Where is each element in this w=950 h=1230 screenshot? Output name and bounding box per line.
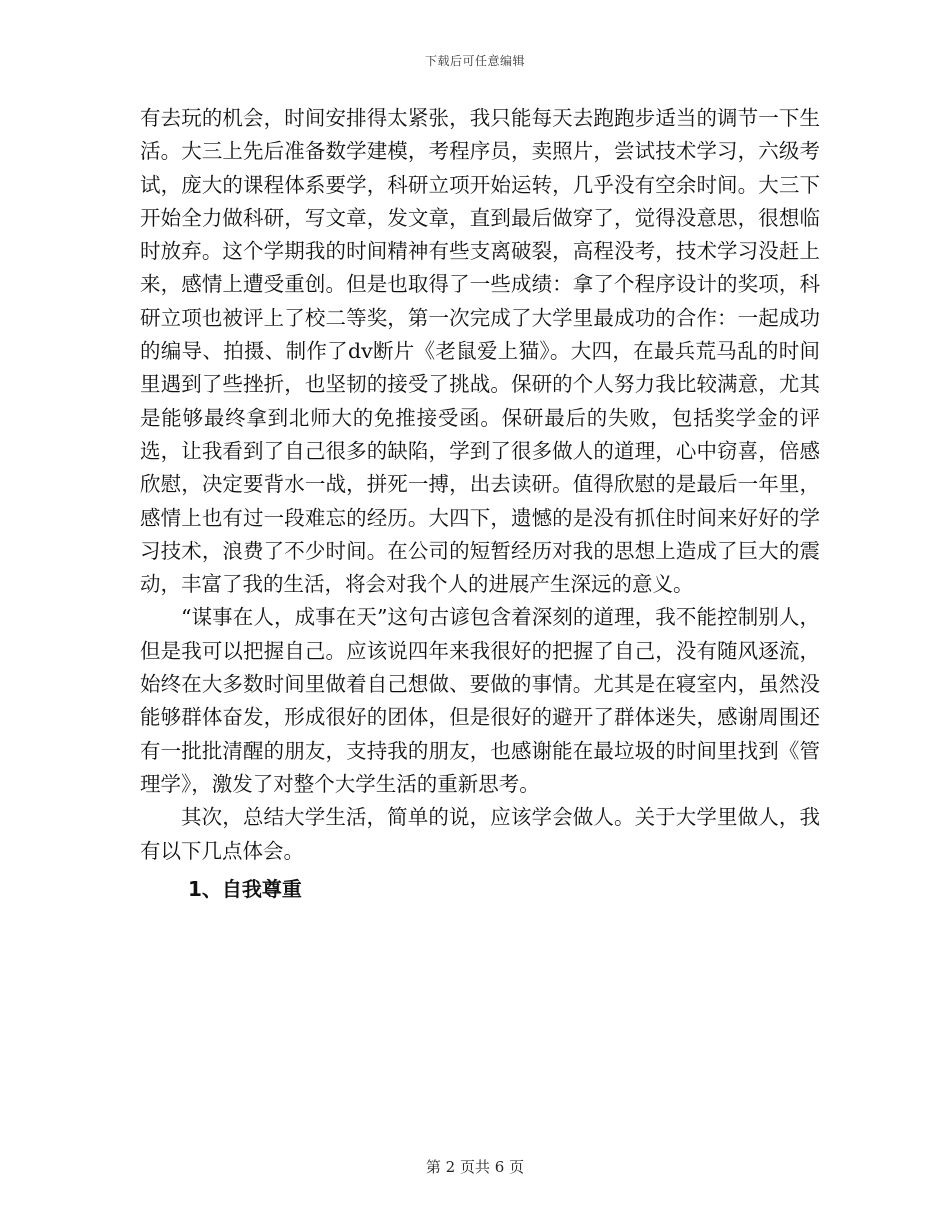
paragraph-2: “谋事在人，成事在天”这句古谚包含着深刻的道理，我不能控制别人，但是我可以把握自己。应该说四年来我很好的把握了自己，没有随风逐流，始终在大多数时间里做着自己想做、要做的事情。尤其是在寝室内，虽然没能够群体奋发，形成很好的团体，但是很好的避开了群体迷失，感谢周围还有一批批清醒的朋友，支持我的朋友，也感谢能在最垃圾的时间里找到《管理学》，激发了对整个大学生活的重新思考。 [140,605,820,796]
paragraph-3: 其次，总结大学生活，简单的说，应该学会做人。关于大学里做人，我有以下几点体会。 [140,805,820,863]
document-body [140,102,820,910]
section-heading: 1、自我尊重 [188,876,302,901]
paragraph-1: 有去玩的机会，时间安排得太紧张，我只能每天去跑跑步适当的调节一下生活。大三上先后准备数学建模，考程序员，卖照片，尝试技术学习，六级考试，庞大的课程体系要学，科研立项开始运转，几乎没有空余时间。大三下开始全力做科研，写文章，发文章，直到最后做穿了，觉得没意思，很想临时放弃。这个学期我的时间精神有些支离破裂，高程没考，技术学习没赶上来，感情上遭受重创。但是也取得了一些成绩：拿了个程序设计的奖项，科研立项也被评上了校二等奖，第一次完成了大学里最成功的合作：一起成功的编导、拍摄、制作了dv断片《老鼠爱上猫》。大四，在最兵荒马乱的时间里遇到了些挫折，也坚韧的接受了挑战。保研的个人努力我比较满意，尤其是能够最终拿到北师大的免推接受函。保研最后的失败，包括奖学金的评选，让我看到了自己很多的缺陷，学到了很多做人的道理，心中窃喜，倍感欣慰，决定要背水一战，拼死一搏，出去读研。值得欣慰的是最后一年里，感情上也有过一段难忘的经历。大四下，遗憾的是没有抓住时间来好好的学习技术，浪费了不少时间。在公司的短暂经历对我的思想上造成了巨大的震动，丰富了我的生活，将会对我个人的进展产生深远的意义。 [140,106,820,597]
page-header: 下载后可任意编辑 [424,54,525,68]
page-footer: 第 2 页共 6 页 [425,1158,525,1176]
